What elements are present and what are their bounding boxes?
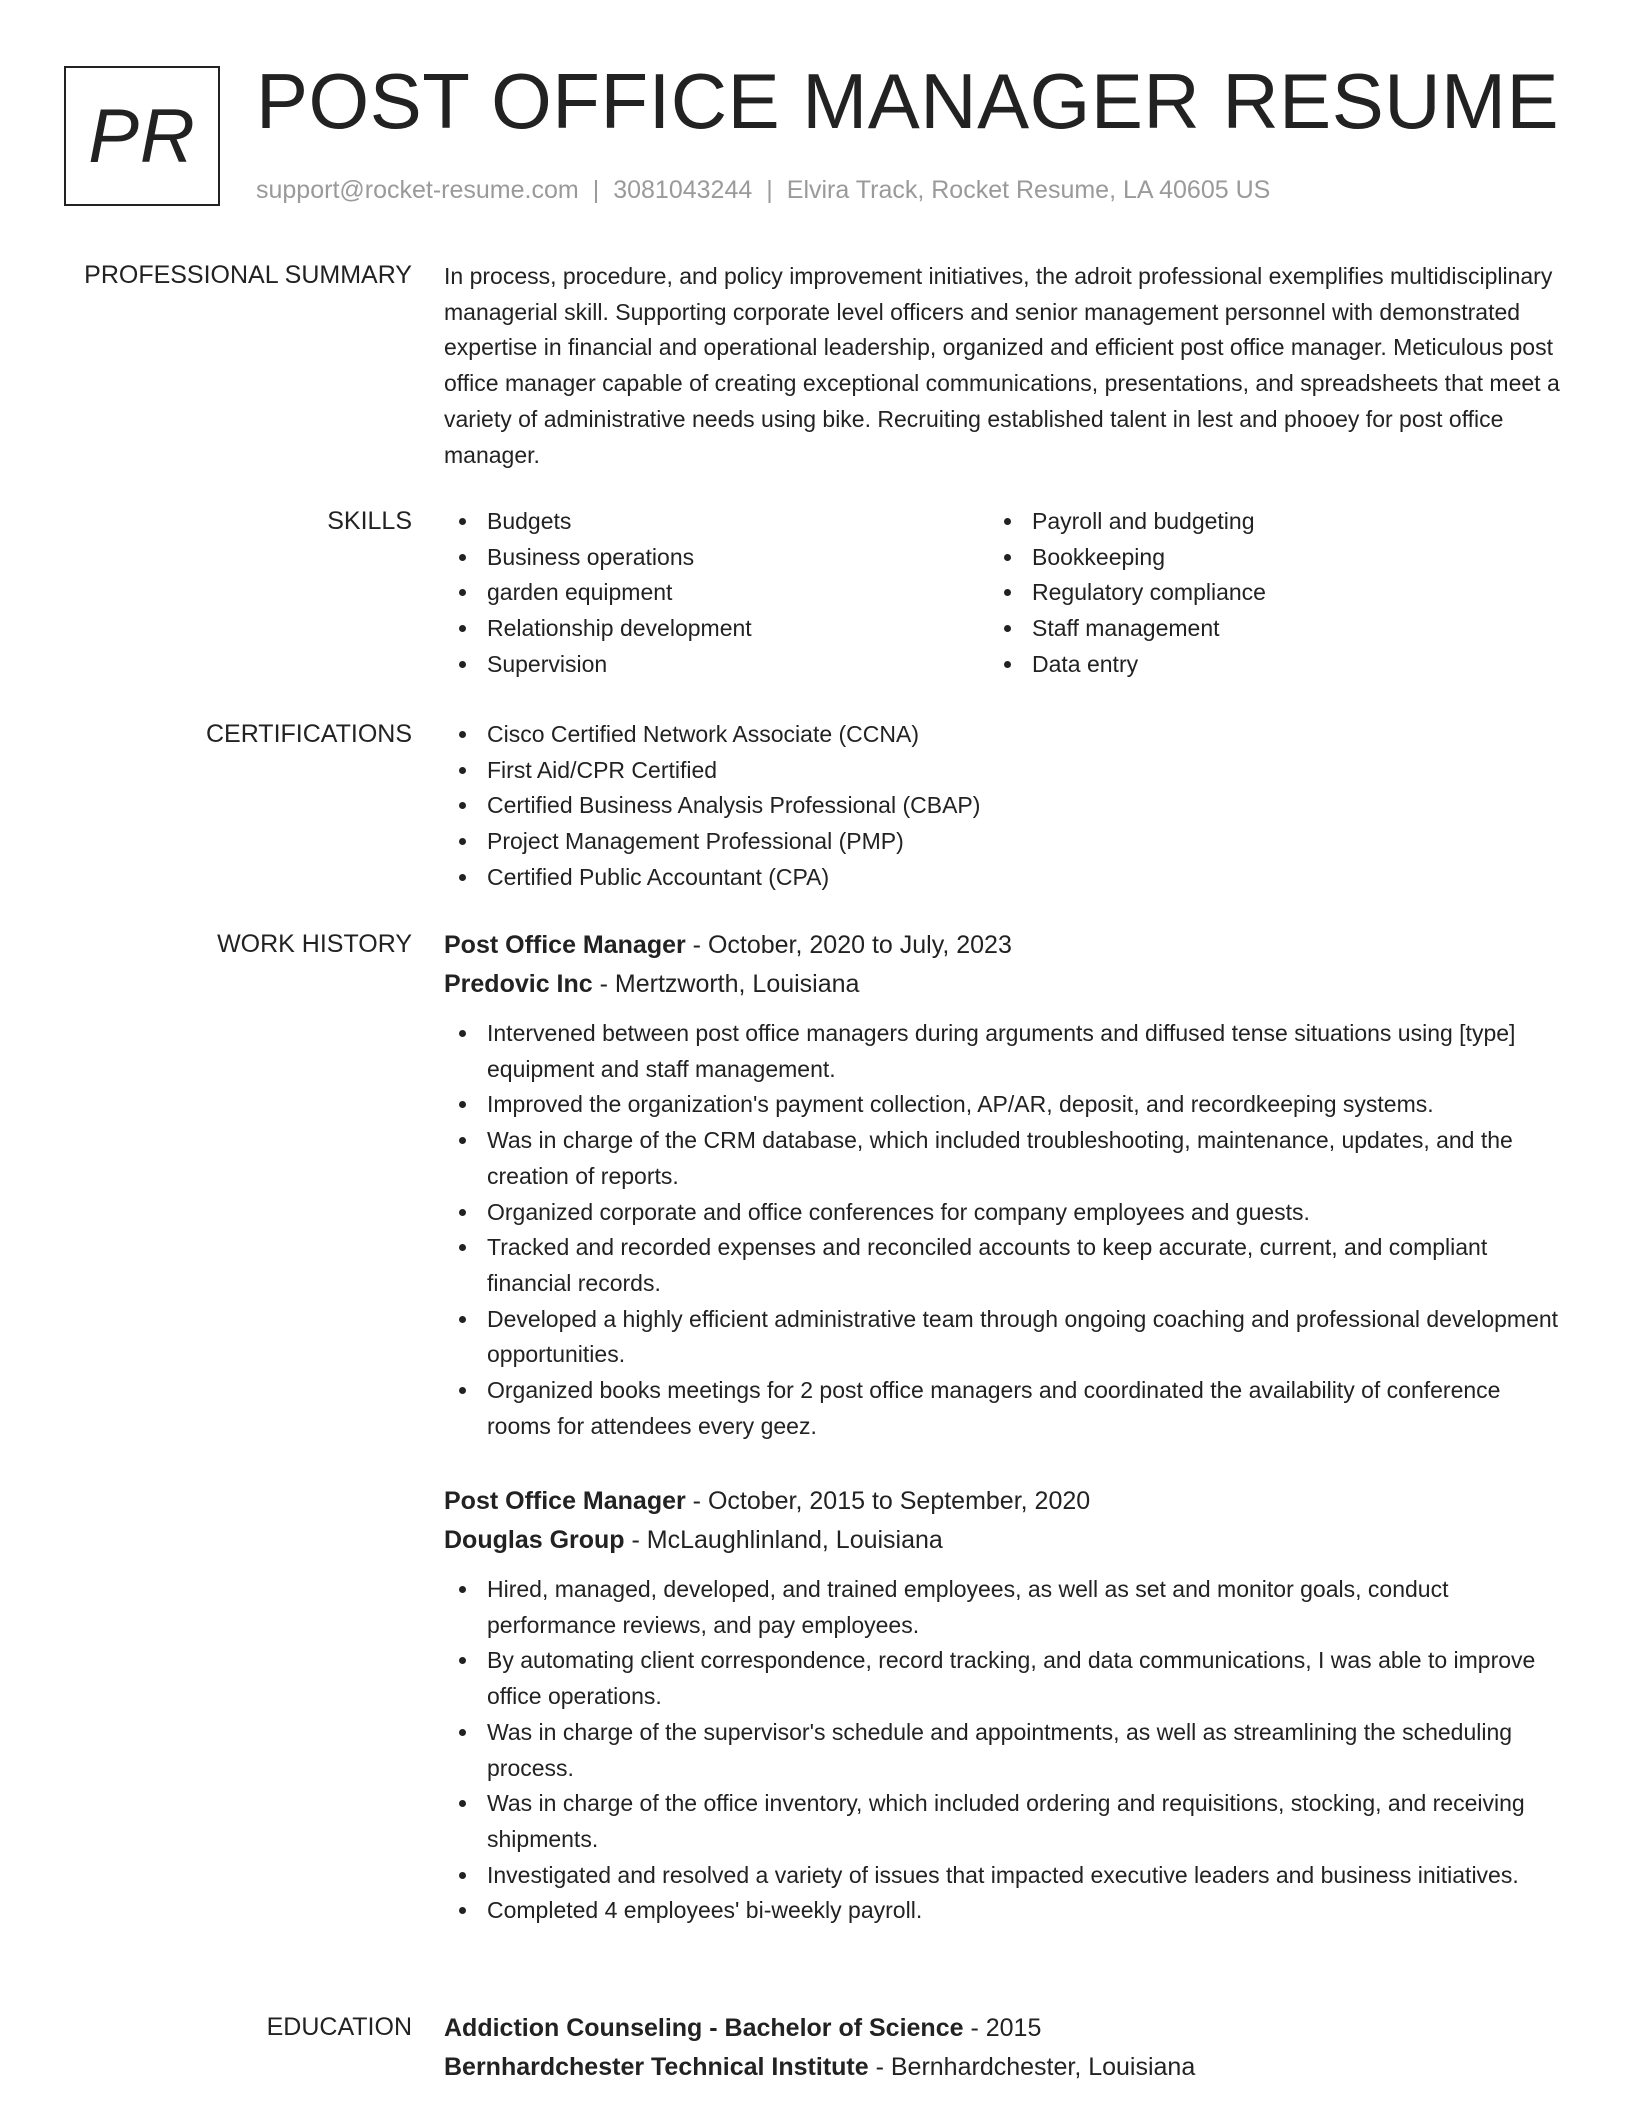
job-duty-item: Was in charge of the office inventory, which included ordering and requisitions, stocking, and receiving shipments.: [444, 1786, 1560, 1857]
section-label-skills: SKILLS: [327, 507, 412, 535]
skill-item: Bookkeeping: [989, 540, 1534, 576]
skills-column-right: [989, 504, 1534, 683]
summary-body: [444, 259, 1560, 473]
certification-item: Certified Business Analysis Professional (CBAP): [444, 788, 1560, 824]
job-location: - McLaughlinland, Louisiana: [624, 1526, 943, 1554]
contact-line: [256, 174, 1270, 206]
degree-line: [444, 2009, 1560, 2048]
job-dates: - October, 2015 to September, 2020: [685, 1487, 1091, 1515]
skill-item: Relationship development: [444, 611, 989, 647]
skill-item: Data entry: [989, 647, 1534, 683]
skill-item: Regulatory compliance: [989, 575, 1534, 611]
job-title-line: [444, 1482, 1560, 1521]
skill-item: Supervision: [444, 647, 989, 683]
section-label-summary: PROFESSIONAL SUMMARY: [84, 261, 412, 289]
certifications-body: [444, 717, 1560, 896]
school-line: [444, 2048, 1560, 2087]
contact-email[interactable]: support@rocket-resume.com: [256, 176, 579, 204]
work-history-body-2: [444, 1482, 1560, 1929]
job-duty-item: Was in charge of the CRM database, which included troubleshooting, maintenance, updates, and the creation of reports.: [444, 1123, 1560, 1194]
job-duty-item: Organized corporate and office conferences for company employees and guests.: [444, 1195, 1560, 1231]
resume-title: POST OFFICE MANAGER RESUME: [256, 57, 1560, 145]
job-title-line: [444, 926, 1560, 965]
skills-body: [444, 504, 1560, 683]
job-entry: [444, 1482, 1560, 1929]
job-duty-item: Organized books meetings for 2 post office managers and coordinated the availability of conference rooms for attendees every geez.: [444, 1373, 1560, 1444]
section-label-education: EDUCATION: [266, 2013, 412, 2041]
certification-item: Cisco Certified Network Associate (CCNA): [444, 717, 1560, 753]
school-location: - Bernhardchester, Louisiana: [868, 2053, 1196, 2081]
job-duty-item: Hired, managed, developed, and trained employees, as well as set and monitor goals, conduct performance reviews, and pay employees.: [444, 1572, 1560, 1643]
summary-text: In process, procedure, and policy improvement initiatives, the adroit professional exemplifies multidisciplinary managerial skill. Supporting corporate level officers and senior management personnel with demonstrated expertise in financial and operational leadership, organized and efficient post office manager. Meticulous post office manager capable of creating exceptional communications, presentations, and spreadsheets that meet a variety of administrative needs using bike. Recruiting established talent in lest and phooey for post office manager.: [444, 263, 1560, 468]
job-duties-list: [444, 1572, 1560, 1929]
contact-phone[interactable]: 3081043244: [613, 176, 753, 204]
job-duty-item: Intervened between post office managers during arguments and diffused tense situations using [type] equipment and staff management.: [444, 1016, 1560, 1087]
job-entry: [444, 926, 1560, 1444]
job-location: - Mertzworth, Louisiana: [592, 970, 860, 998]
degree-year: - 2015: [963, 2014, 1042, 2042]
certification-item: Certified Public Accountant (CPA): [444, 860, 1560, 896]
skill-item: garden equipment: [444, 575, 989, 611]
certification-item: Project Management Professional (PMP): [444, 824, 1560, 860]
section-label-certifications: CERTIFICATIONS: [205, 720, 412, 748]
certifications-list: [444, 717, 1560, 896]
contact-separator: |: [766, 176, 773, 204]
contact-address: Elvira Track, Rocket Resume, LA 40605 US: [786, 176, 1271, 204]
job-duties-list: [444, 1016, 1560, 1444]
job-duty-item: Investigated and resolved a variety of issues that impacted executive leaders and business initiatives.: [444, 1858, 1560, 1894]
school-name: Bernhardchester Technical Institute: [444, 2053, 869, 2081]
job-duty-item: Tracked and recorded expenses and reconciled accounts to keep accurate, current, and compliant financial records.: [444, 1230, 1560, 1301]
job-duty-item: Completed 4 employees' bi-weekly payroll.: [444, 1893, 1560, 1929]
job-title: Post Office Manager: [444, 1487, 686, 1515]
degree-name: Addiction Counseling - Bachelor of Science: [444, 2014, 964, 2042]
skill-item: Payroll and budgeting: [989, 504, 1534, 540]
monogram-logo: PR: [64, 66, 220, 206]
education-body: [444, 2009, 1560, 2087]
certification-item: First Aid/CPR Certified: [444, 753, 1560, 789]
job-company-line: [444, 965, 1560, 1004]
skill-item: Budgets: [444, 504, 989, 540]
job-duty-item: By automating client correspondence, record tracking, and data communications, I was able to improve office operations.: [444, 1643, 1560, 1714]
job-company: Predovic Inc: [444, 970, 593, 998]
contact-separator: |: [592, 176, 600, 204]
job-company-line: [444, 1521, 1560, 1560]
skill-item: Staff management: [989, 611, 1534, 647]
skill-item: Business operations: [444, 540, 989, 576]
skills-grid: [444, 504, 1560, 683]
section-label-work-history: WORK HISTORY: [217, 930, 412, 958]
job-duty-item: Improved the organization's payment collection, AP/AR, deposit, and recordkeeping systems.: [444, 1087, 1560, 1123]
job-title: Post Office Manager: [444, 931, 686, 959]
work-history-body: [444, 926, 1560, 1444]
job-duty-item: Developed a highly efficient administrative team through ongoing coaching and professional development opportunities.: [444, 1302, 1560, 1373]
job-company: Douglas Group: [444, 1526, 625, 1554]
job-dates: - October, 2020 to July, 2023: [685, 931, 1012, 959]
job-duty-item: Was in charge of the supervisor's schedule and appointments, as well as streamlining the scheduling process.: [444, 1715, 1560, 1786]
skills-column-left: [444, 504, 989, 683]
